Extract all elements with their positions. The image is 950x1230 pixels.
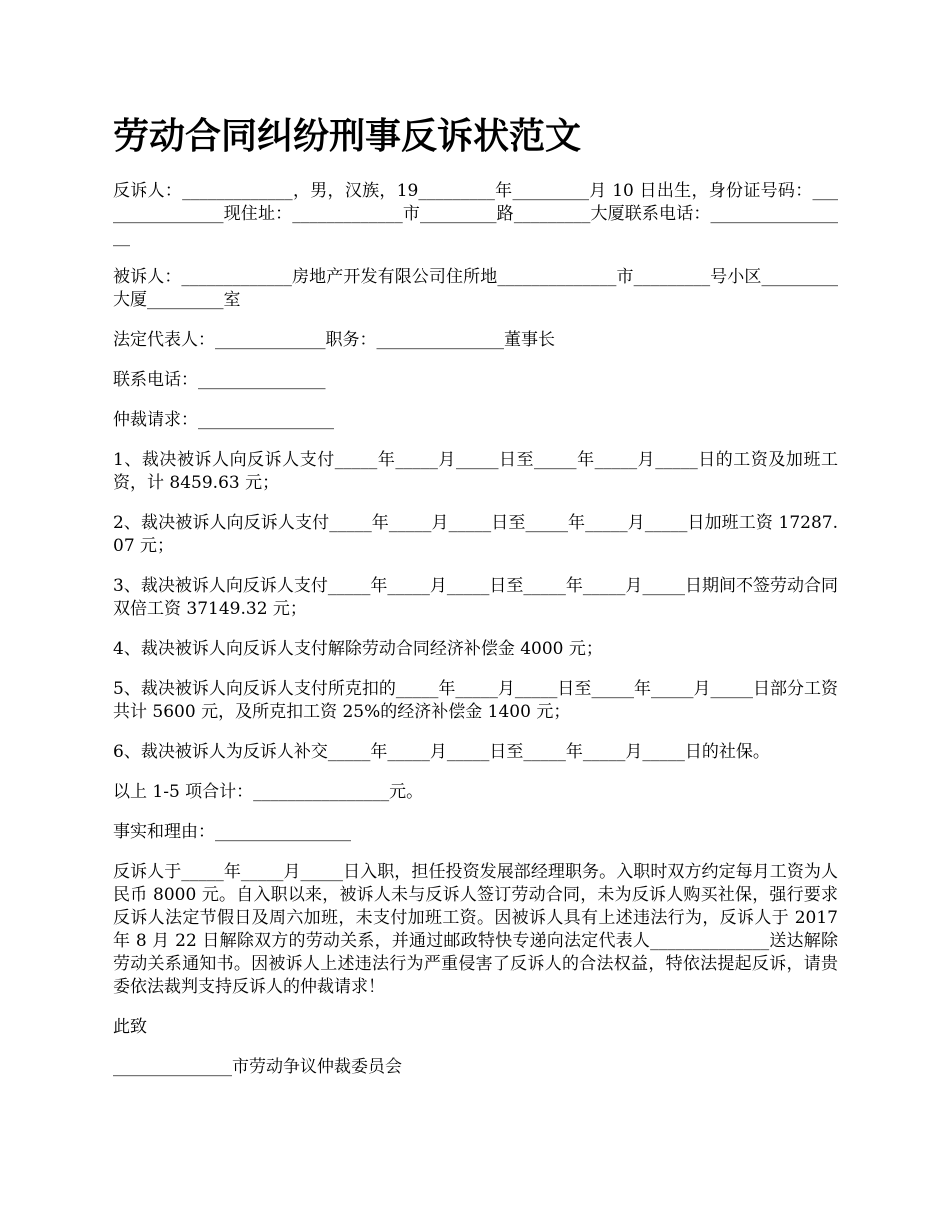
request-item-5: 5、裁决被诉人向反诉人支付所克扣的_____年_____月_____日至_____年_____月_____日部分工资共计 5600 元，及所克扣工资 25%的经济补偿金 1400 元； bbox=[113, 679, 838, 722]
request-item-1: 1、裁决被诉人向反诉人支付_____年_____月_____日至_____年_____月_____日的工资及加班工资，计 8459.63 元； bbox=[113, 450, 838, 493]
request-item-2: 2、裁决被诉人向反诉人支付_____年_____月_____日至_____年_____月_____日加班工资 17287.07 元； bbox=[113, 513, 838, 556]
facts-and-reasons-body: 反诉人于_____年_____月_____日入职，担任投资发展部经理职务。入职时双方约定每月工资为人民币 8000 元。自入职以来，被诉人未与反诉人签订劳动合同，未为反诉人购买社保，强行要求反诉人法定节假日及周六加班，未支付加班工资。因被诉人具有上述违法行为，反诉人于 2017 年 8 月 22 日解除双方的劳动关系，并通过邮政特快专递向法定代表人______________送达解除劳动关系通知书。因被诉人上述违法行为严重侵害了反诉人的合法权益，特依法提起反诉，请贵委依法裁判支持反诉人的仲裁请求！ bbox=[113, 862, 838, 997]
facts-and-reasons-heading: 事实和理由：________________ bbox=[113, 822, 351, 842]
salutation: 此致 bbox=[113, 1017, 147, 1037]
request-item-6: 6、裁决被诉人为反诉人补交_____年_____月_____日至_____年_____月_____日的社保。 bbox=[113, 742, 770, 762]
respondent-info: 被诉人：_____________房地产开发有限公司住所地______________市_________号小区_________大厦_________室 bbox=[113, 267, 838, 310]
request-item-3: 3、裁决被诉人向反诉人支付_____年_____月_____日至_____年_____月_____日期间不签劳动合同双倍工资 37149.32 元； bbox=[113, 576, 838, 619]
total-amount: 以上 1-5 项合计：________________元。 bbox=[113, 782, 424, 802]
addressee: ______________市劳动争议仲裁委员会 bbox=[113, 1057, 402, 1077]
arbitration-request-heading: 仲裁请求：________________ bbox=[113, 410, 334, 430]
document-page bbox=[113, 110, 838, 1096]
contact-phone: 联系电话：_______________ bbox=[113, 370, 326, 390]
request-item-4: 4、裁决被诉人向反诉人支付解除劳动合同经济补偿金 4000 元； bbox=[113, 639, 603, 659]
document-title: 劳动合同纠纷刑事反诉状范文 bbox=[113, 115, 582, 157]
counterclaimant-info: 反诉人：_____________，男，汉族，19_________年_________月 10 日出生，身份证号码：________________现住址：_____________市_________路_________大厦联系电话：_________________ bbox=[113, 181, 838, 247]
legal-representative: 法定代表人：_____________职务：_______________董事长 bbox=[113, 330, 555, 350]
